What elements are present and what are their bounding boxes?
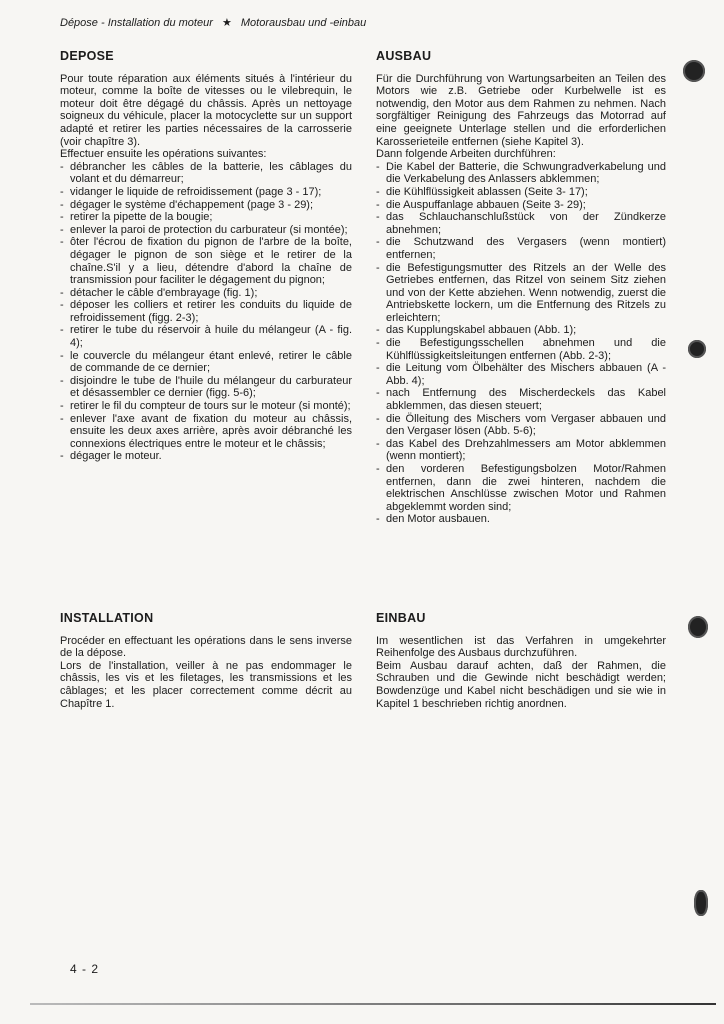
einbau-paragraph-2: Beim Ausbau darauf achten, daß der Rahmen, die Schrauben und die Gewinde nicht beschädigt werden; Bowdenzüge und Kabel nicht beschädigen und sie wie in Kapitel 1 beschrieben richtig anordnen. (376, 659, 666, 710)
list-item: - die Leitung vom Ölbehälter des Mischers abbauen (A - Abb. 4); (376, 362, 666, 387)
installation-paragraph-1: Procéder en effectuant les opérations dans le sens inverse de la dépose. (60, 634, 352, 660)
list-item: - dégager le système d'échappement (page 3 - 29); (60, 199, 352, 212)
list-item: - disjoindre le tube de l'huile du mélangeur du carburateur et désassembler ce dernier (figg. 5-6); (60, 375, 352, 400)
header-star-icon: ★ (221, 17, 232, 29)
depose-steps-list (60, 161, 352, 463)
list-item: - das Schlauchanschlußstück von der Zündkerze abnehmen; (376, 211, 666, 236)
einbau-heading: EINBAU (376, 611, 426, 625)
header-french-title: Dépose - Installation du moteur (60, 17, 213, 29)
list-item: - débrancher les câbles de la batterie, les câblages du volant et du démarreur; (60, 161, 352, 186)
list-item: - vidanger le liquide de refroidissement (page 3 - 17); (60, 186, 352, 199)
list-item: - den vorderen Befestigungsbolzen Motor/Rahmen entfernen, dann die zwei hinteren, nachdem die elektrischen Anschlüsse zwischen Motor und Rahmen abgeklemmt worden sind; (376, 463, 666, 513)
list-item: - dégager le moteur. (60, 450, 352, 463)
list-item: - Die Kabel der Batterie, die Schwungradverkabelung und die Verkabelung des Anlassers abklemmen; (376, 161, 666, 186)
list-item: - le couvercle du mélangeur étant enlevé, retirer le câble de commande de ce dernier; (60, 350, 352, 375)
depose-section (60, 50, 352, 463)
list-item: - die Auspuffanlage abbauen (Seite 3- 29); (376, 199, 666, 212)
list-item: - retirer le tube du réservoir à huile du mélangeur (A - fig. 4); (60, 324, 352, 349)
list-item: - retirer le fil du compteur de tours sur le moteur (si monté); (60, 400, 352, 413)
binder-hole-mark-icon (694, 890, 708, 916)
list-item: - enlever la paroi de protection du carburateur (si montée); (60, 224, 352, 237)
binder-hole-mark-icon (688, 616, 708, 638)
list-item: - die Befestigungsschellen abnehmen und die Kühlflüssigkeitsleitungen entfernen (Abb. 2-3); (376, 337, 666, 362)
list-item: - die Ölleitung des Mischers vom Vergaser abbauen und den Vergaser lösen (Abb. 5-6); (376, 413, 666, 438)
list-item: - die Befestigungsmutter des Ritzels an der Welle des Getriebes entfernen, das Ritzel von seinem Sitz ziehen und von der Kette abziehen. Wenn notwendig, zuerst die Antriebskette lockern, um die Entfernung des Ritzels zu erleichtern; (376, 262, 666, 325)
ausbau-lead: Dann folgende Arbeiten durchführen: (376, 148, 556, 161)
list-item: - das Kabel des Drehzahlmessers am Motor abklemmen (wenn montiert); (376, 438, 666, 463)
list-item: - nach Entfernung des Mischerdeckels das Kabel abklemmen, das diesen steuert; (376, 387, 666, 412)
ausbau-heading: AUSBAU (376, 49, 432, 63)
installation-paragraph-2: Lors de l'installation, veiller à ne pas endommager le châssis, les vis et les filetages, les transmissions et les câblages; et les placer correctement comme décrit au Chapître 1. (60, 659, 352, 710)
running-header (60, 16, 660, 29)
einbau-paragraph-1: Im wesentlichen ist das Verfahren in umgekehrter Reihenfolge des Ausbaus durchzuführen. (376, 634, 666, 660)
list-item: - détacher le câble d'embrayage (fig. 1); (60, 287, 352, 300)
list-item: - enlever l'axe avant de fixation du moteur au châssis, ensuite les deux axes arrière, après avoir débranché les connexions électriques entre le moteur et le châssis; (60, 413, 352, 451)
scan-edge-divider (30, 1003, 716, 1005)
depose-intro: Pour toute réparation aux éléments situés à l'intérieur du moteur, comme la boîte de vitesses ou le vilebrequin, le moteur doit être dégagé du châssis. Après un nettoyage soigneux du véhicule, placer la motocyclette sur un support adapté et retirer les parties nécessaires de la carrosserie (voir chapître 3). (60, 72, 352, 148)
installation-heading: INSTALLATION (60, 611, 154, 625)
installation-section (60, 612, 352, 710)
page-number: 4 - 2 (70, 962, 100, 976)
list-item: - die Kühlflüssigkeit ablassen (Seite 3- 17); (376, 186, 666, 199)
depose-heading: DEPOSE (60, 49, 114, 63)
header-german-title: Motorausbau und -einbau (240, 17, 367, 29)
einbau-section (376, 612, 666, 710)
list-item: - die Schutzwand des Vergasers (wenn montiert) entfernen; (376, 236, 666, 261)
binder-hole-mark-icon (688, 340, 706, 358)
binder-hole-mark-icon (683, 60, 705, 82)
list-item: - ôter l'écrou de fixation du pignon de l'arbre de la boîte, dégager le pignon de son siège et le retirer de la chaîne.S'il y a lieu, détendre d'abord la chaîne de transmission pour faciliter le dégagement du pignon; (60, 236, 352, 286)
ausbau-steps-list (376, 161, 666, 526)
depose-lead: Effectuer ensuite les opérations suivantes: (60, 148, 267, 161)
ausbau-intro: Für die Durchführung von Wartungsarbeiten an Teilen des Motors wie z.B. Getriebe oder Kurbelwelle ist es notwendig, den Motor aus dem Rahmen zu nehmen. Nach sorgfältiger Reinigung des Fahrzeugs das Motorrad auf eine geeignete Unterlage stellen und die erforderlichen Karosserieteile entfernen (siehe Kapitel 3). (376, 72, 666, 148)
list-item: - den Motor ausbauen. (376, 513, 666, 526)
list-item: - déposer les colliers et retirer les conduits du liquide de refroidissement (figg. 2-3); (60, 299, 352, 324)
list-item: - das Kupplungskabel abbauen (Abb. 1); (376, 324, 666, 337)
ausbau-section (376, 50, 666, 526)
list-item: - retirer la pipette de la bougie; (60, 211, 352, 224)
